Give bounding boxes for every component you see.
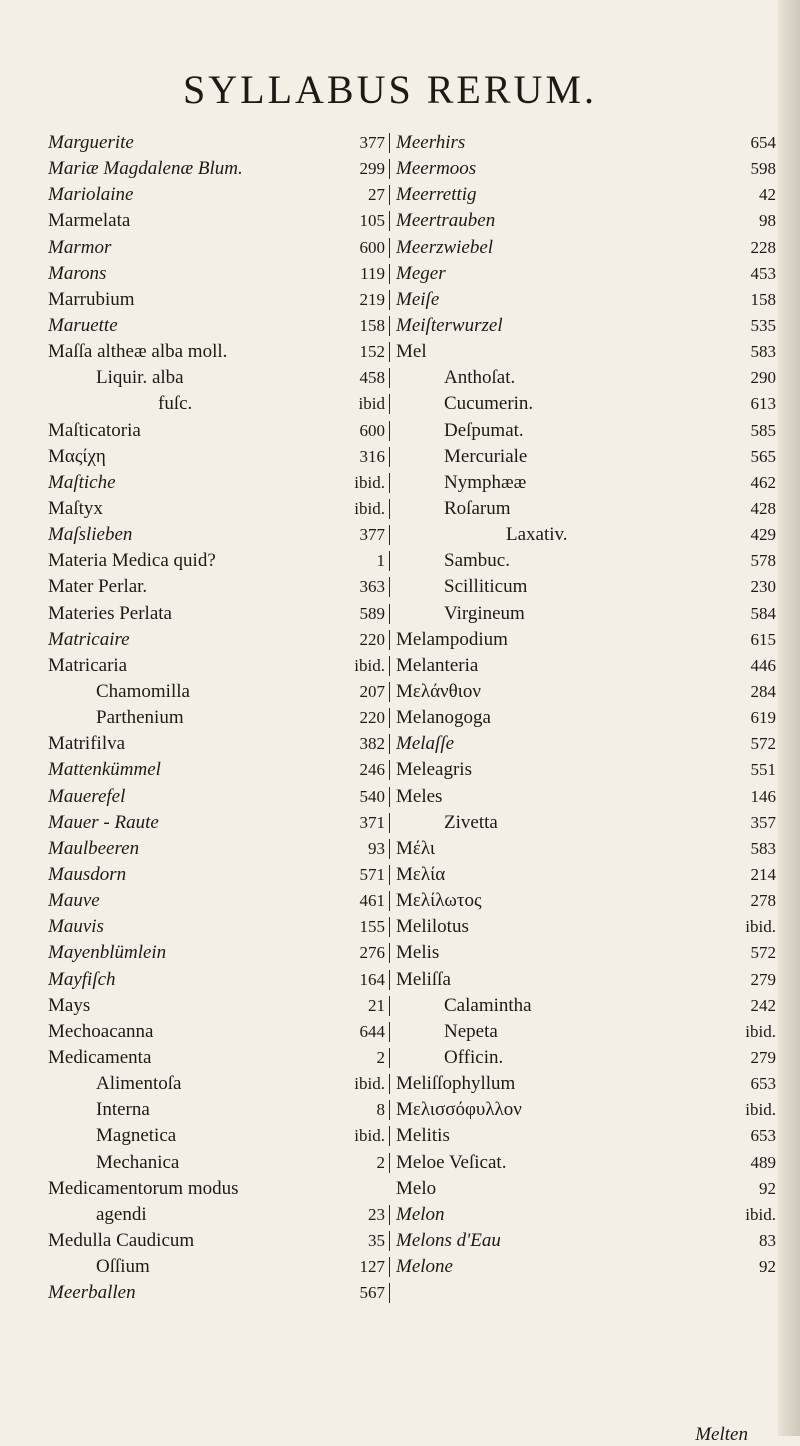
entry-page-number: 152: [327, 342, 390, 362]
entry-term: Sambuc.: [444, 550, 510, 572]
index-entry: [396, 574, 788, 600]
entry-page-number: 228: [750, 237, 776, 257]
entry-term: Μαςίχη: [48, 445, 106, 467]
index-entry: [396, 391, 788, 417]
entry-page-number: 583: [750, 838, 776, 858]
entry-page-number: 92: [759, 1257, 776, 1277]
index-entry: [48, 496, 390, 522]
entry-term: Meliſſophyllum: [396, 1073, 516, 1095]
index-entry: [396, 810, 788, 836]
entry-page-number: 299: [327, 159, 390, 179]
entry-term: Medicamenta: [48, 1046, 152, 1068]
index-entry: [48, 182, 390, 208]
index-entry: [48, 1228, 390, 1254]
index-entry: [396, 1254, 788, 1280]
index-entry: [48, 418, 390, 444]
entry-page-number: 551: [750, 760, 776, 780]
entry-page-number: 585: [750, 420, 776, 440]
entry-term: Anthoſat.: [444, 367, 516, 389]
index-entry: [396, 784, 788, 810]
index-entry: [48, 1176, 390, 1202]
index-entry: [396, 967, 788, 993]
index-entry: [48, 810, 390, 836]
entry-page-number: 290: [750, 368, 776, 388]
entry-term: Melo: [396, 1177, 437, 1199]
entry-page-number: 600: [327, 238, 390, 258]
entry-term: Mays: [48, 994, 91, 1016]
entry-term: Mattenkümmel: [48, 759, 161, 781]
entry-term: Mel: [396, 341, 427, 363]
entry-page-number: 571: [327, 865, 390, 885]
entry-term: Maſticatoria: [48, 419, 141, 441]
entry-page-number: 230: [750, 577, 776, 597]
entry-page-number: 93: [327, 839, 390, 859]
entry-page-number: 619: [750, 708, 776, 728]
entry-term: Μελίλωτος: [396, 890, 482, 912]
entry-page-number: 653: [750, 1074, 776, 1094]
index-entry: [48, 208, 390, 234]
index-entry: [396, 1071, 788, 1097]
entry-term: Virgineum: [444, 602, 525, 624]
catchword: Melten: [695, 1424, 748, 1445]
index-entry: [48, 757, 390, 783]
entry-page-number: 377: [327, 133, 390, 153]
entry-page-number: ibid.: [745, 1021, 776, 1041]
entry-page-number: 119: [327, 264, 390, 284]
entry-page-number: 164: [327, 970, 390, 990]
index-entry: [48, 1254, 390, 1280]
index-entry: [48, 784, 390, 810]
index-entry: [48, 967, 390, 993]
index-entry: [48, 653, 390, 679]
entry-page-number: 158: [327, 316, 390, 336]
entry-term: Μελάνθιον: [396, 681, 481, 703]
index-entry: [48, 287, 390, 313]
index-entry: [396, 1228, 788, 1254]
entry-page-number: 644: [327, 1022, 390, 1042]
index-entry: [48, 1280, 390, 1306]
entry-page-number: ibid.: [327, 656, 390, 676]
entry-term: Mechanica: [96, 1151, 180, 1173]
entry-page-number: ibid.: [745, 1100, 776, 1120]
index-columns: [48, 130, 788, 1306]
index-entry: [396, 627, 788, 653]
index-entry: [48, 470, 390, 496]
index-entry: [396, 418, 788, 444]
index-entry: [48, 601, 390, 627]
index-entry: [48, 261, 390, 287]
entry-page-number: 565: [750, 446, 776, 466]
entry-term: fuſc.: [158, 393, 193, 415]
index-entry: [48, 679, 390, 705]
entry-term: Melis: [396, 942, 440, 964]
entry-term: Nepeta: [444, 1020, 498, 1042]
entry-term: Meerrettig: [396, 184, 477, 206]
index-entry: [396, 1045, 788, 1071]
entry-page-number: 583: [750, 342, 776, 362]
index-entry: [48, 156, 390, 182]
entry-page-number: 489: [750, 1152, 776, 1172]
index-entry: [48, 627, 390, 653]
page-title: SYLLABUS RERUM.: [183, 67, 597, 112]
entry-term: Oſſium: [96, 1256, 150, 1278]
index-entry: [48, 339, 390, 365]
entry-page-number: ibid.: [745, 1204, 776, 1224]
index-entry: [396, 548, 788, 574]
entry-page-number: 21: [327, 996, 390, 1016]
entry-term: Medicamentorum modus: [48, 1177, 239, 1199]
entry-term: Mechoacanna: [48, 1020, 154, 1042]
entry-term: Parthenium: [96, 707, 184, 729]
entry-term: Meerballen: [48, 1282, 136, 1304]
entry-page-number: 8: [327, 1100, 390, 1120]
entry-page-number: 600: [327, 421, 390, 441]
entry-page-number: 428: [750, 499, 776, 519]
index-entry: [48, 1123, 390, 1149]
entry-term: Mausdorn: [48, 864, 127, 885]
index-entry: [48, 705, 390, 731]
index-entry: [396, 914, 788, 940]
index-entry: [396, 705, 788, 731]
right-column: [396, 130, 788, 1306]
index-entry: [48, 1149, 390, 1175]
entry-term: Matricaria: [48, 654, 128, 676]
entry-term: Interna: [96, 1099, 150, 1121]
index-entry: [396, 261, 788, 287]
entry-term: Meertrauben: [396, 210, 496, 232]
entry-term: Calamintha: [444, 994, 532, 1016]
entry-term: Meermoos: [396, 158, 477, 180]
entry-term: Melone: [396, 1256, 453, 1278]
entry-page-number: 278: [750, 891, 776, 911]
entry-page-number: ibid.: [327, 1074, 390, 1094]
entry-page-number: 27: [327, 185, 390, 205]
index-entry: [48, 548, 390, 574]
entry-term: Melitis: [396, 1125, 450, 1147]
entry-term: Meerzwiebel: [396, 236, 494, 258]
index-entry: [396, 1123, 788, 1149]
entry-term: Mayfiſch: [48, 968, 116, 990]
entry-page-number: 220: [327, 708, 390, 728]
entry-term: Marons: [48, 262, 107, 284]
entry-term: Laxativ.: [506, 524, 568, 546]
entry-term: Meerhirs: [396, 132, 466, 154]
index-entry: [48, 574, 390, 600]
entry-page-number: 207: [327, 682, 390, 702]
entry-page-number: 1: [327, 551, 390, 571]
index-entry: [396, 1176, 788, 1202]
entry-term: Mauve: [48, 890, 100, 912]
entry-term: Alimentoſa: [96, 1073, 182, 1095]
entry-page-number: 276: [327, 943, 390, 963]
entry-term: Deſpumat.: [444, 419, 524, 441]
index-entry: [396, 836, 788, 862]
entry-page-number: 598: [750, 159, 776, 179]
index-entry: [396, 470, 788, 496]
entry-page-number: 453: [750, 263, 776, 283]
entry-term: Mariæ Magdalenæ Blum.: [48, 158, 243, 180]
entry-page-number: 613: [750, 394, 776, 414]
index-entry: [48, 235, 390, 261]
index-entry: [396, 993, 788, 1019]
index-entry: [396, 235, 788, 261]
entry-term: Meleagris: [396, 759, 472, 781]
index-entry: [48, 993, 390, 1019]
entry-term: Materia Medica quid?: [48, 550, 216, 572]
entry-page-number: 98: [759, 211, 776, 231]
entry-page-number: 42: [759, 185, 776, 205]
index-entry: [396, 1019, 788, 1045]
entry-page-number: 654: [750, 133, 776, 153]
left-column: [48, 130, 390, 1306]
entry-term: Matrifilva: [48, 733, 126, 755]
index-entry: [396, 940, 788, 966]
entry-page-number: 146: [750, 786, 776, 806]
index-entry: [48, 313, 390, 339]
entry-term: Mercuriale: [444, 445, 528, 467]
entry-page-number: ibid.: [745, 917, 776, 937]
entry-page-number: 461: [327, 891, 390, 911]
entry-term: Meiſe: [396, 288, 440, 310]
entry-page-number: 371: [327, 813, 390, 833]
entry-page-number: 363: [327, 577, 390, 597]
index-entry: [48, 836, 390, 862]
index-entry: [48, 130, 390, 156]
entry-page-number: 578: [750, 551, 776, 571]
entry-term: Materies Perlata: [48, 602, 172, 624]
entry-term: Melanogoga: [396, 707, 491, 729]
entry-page-number: ibid.: [327, 473, 390, 493]
entry-page-number: 246: [327, 760, 390, 780]
index-entry: [396, 1097, 788, 1123]
entry-page-number: 316: [327, 447, 390, 467]
index-entry: [396, 365, 788, 391]
entry-page-number: 279: [750, 969, 776, 989]
entry-page-number: 377: [327, 525, 390, 545]
entry-term: Medulla Caudicum: [48, 1229, 195, 1251]
entry-term: Maulbeeren: [48, 837, 140, 859]
index-entry: [48, 1202, 390, 1228]
entry-term: Cucumerin.: [444, 393, 534, 415]
index-entry: [396, 130, 788, 156]
entry-term: Μελία: [396, 864, 446, 885]
entry-term: Maſslieben: [48, 524, 133, 546]
index-entry: [396, 287, 788, 313]
entry-page-number: 242: [750, 995, 776, 1015]
entry-page-number: ibid.: [327, 499, 390, 519]
entry-term: Chamomilla: [96, 681, 190, 703]
entry-term: Meliſſa: [396, 968, 451, 990]
entry-page-number: 446: [750, 655, 776, 675]
entry-page-number: 584: [750, 603, 776, 623]
index-entry: [48, 1071, 390, 1097]
index-entry: [396, 182, 788, 208]
entry-page-number: 535: [750, 316, 776, 336]
entry-term: Liquir. alba: [96, 367, 184, 389]
index-entry: [48, 444, 390, 470]
entry-term: Maſſa altheæ alba moll.: [48, 341, 228, 363]
index-entry: [48, 862, 390, 888]
index-entry: [396, 208, 788, 234]
entry-term: Marguerite: [48, 132, 134, 154]
entry-page-number: 83: [759, 1230, 776, 1250]
entry-term: Mauerefel: [48, 785, 126, 807]
entry-page-number: 214: [750, 865, 776, 884]
entry-page-number: 127: [327, 1257, 390, 1277]
entry-term: agendi: [96, 1203, 147, 1225]
entry-term: Melilotus: [396, 916, 469, 938]
entry-term: Zivetta: [444, 811, 498, 833]
entry-page-number: 382: [327, 734, 390, 754]
entry-term: Marmor: [48, 236, 112, 258]
entry-term: Magnetica: [96, 1125, 177, 1147]
index-entry: [48, 940, 390, 966]
entry-page-number: 155: [327, 917, 390, 937]
entry-page-number: 567: [327, 1283, 390, 1303]
entry-term: Mayenblümlein: [48, 942, 167, 964]
entry-page-number: 279: [750, 1047, 776, 1067]
entry-term: Melons d'Eau: [396, 1229, 501, 1251]
index-entry: [48, 731, 390, 757]
entry-page-number: 92: [759, 1178, 776, 1198]
entry-term: Scilliticum: [444, 576, 528, 598]
index-entry: [48, 1045, 390, 1071]
entry-page-number: 589: [327, 604, 390, 624]
entry-term: Melaſſe: [396, 733, 455, 755]
entry-term: Matricaire: [48, 628, 130, 650]
entry-term: Maſtyx: [48, 498, 103, 520]
index-entry: [48, 365, 390, 391]
entry-page-number: 105: [327, 211, 390, 231]
entry-page-number: 357: [750, 812, 776, 832]
entry-page-number: 158: [750, 289, 776, 309]
entry-term: Melanteria: [396, 654, 479, 676]
entry-term: Mater Perlar.: [48, 576, 148, 598]
index-entry: [396, 1149, 788, 1175]
entry-page-number: 615: [750, 629, 776, 649]
entry-page-number: 2: [327, 1153, 390, 1173]
entry-term: Meles: [396, 785, 443, 807]
entry-page-number: 284: [750, 682, 776, 702]
index-entry: [396, 679, 788, 705]
entry-page-number: 540: [327, 787, 390, 807]
entry-page-number: 219: [327, 290, 390, 310]
entry-page-number: 2: [327, 1048, 390, 1068]
entry-page-number: 23: [327, 1205, 390, 1225]
index-entry: [396, 156, 788, 182]
entry-term: Nymphææ: [444, 471, 527, 493]
entry-page-number: 429: [750, 525, 776, 545]
entry-term: Μέλι: [396, 837, 435, 859]
entry-page-number: 220: [327, 630, 390, 650]
entry-term: Maſtiche: [48, 471, 116, 493]
index-entry: [48, 522, 390, 548]
index-entry: [396, 444, 788, 470]
index-entry: [48, 1097, 390, 1123]
entry-page-number: ibid.: [327, 1126, 390, 1146]
entry-term: Melampodium: [396, 628, 508, 650]
entry-term: Mauvis: [48, 916, 104, 938]
entry-term: Marrubium: [48, 288, 135, 310]
index-entry: [396, 862, 788, 888]
entry-term: Meiſterwurzel: [396, 315, 503, 337]
entry-term: Meloe Veſicat.: [396, 1151, 507, 1173]
entry-page-number: 572: [750, 734, 776, 754]
entry-term: Meger: [396, 262, 446, 284]
index-entry: [396, 339, 788, 365]
entry-term: Maruette: [48, 315, 118, 337]
entry-page-number: 458: [327, 368, 390, 388]
entry-page-number: 572: [750, 943, 776, 963]
index-entry: [396, 757, 788, 783]
entry-term: Mariolaine: [48, 184, 134, 206]
entry-term: Mauer - Raute: [48, 811, 159, 833]
entry-page-number: 653: [750, 1126, 776, 1146]
index-entry: [48, 1019, 390, 1045]
index-entry: [396, 731, 788, 757]
index-entry: [396, 522, 788, 548]
entry-term: Marmelata: [48, 210, 131, 232]
index-entry: [48, 888, 390, 914]
index-entry: [48, 914, 390, 940]
index-entry: [396, 601, 788, 627]
index-entry: [396, 888, 788, 914]
entry-page-number: 462: [750, 472, 776, 492]
index-entry: [396, 313, 788, 339]
entry-term: Roſarum: [444, 498, 511, 520]
entry-term: Melon: [396, 1203, 445, 1225]
index-entry: [396, 653, 788, 679]
entry-page-number: ibid: [327, 394, 390, 414]
index-entry: [48, 391, 390, 417]
entry-page-number: 35: [327, 1231, 390, 1251]
index-entry: [396, 496, 788, 522]
entry-term: Μελισσόφυλλον: [396, 1099, 522, 1121]
index-entry: [396, 1202, 788, 1228]
entry-term: Officin.: [444, 1046, 504, 1068]
